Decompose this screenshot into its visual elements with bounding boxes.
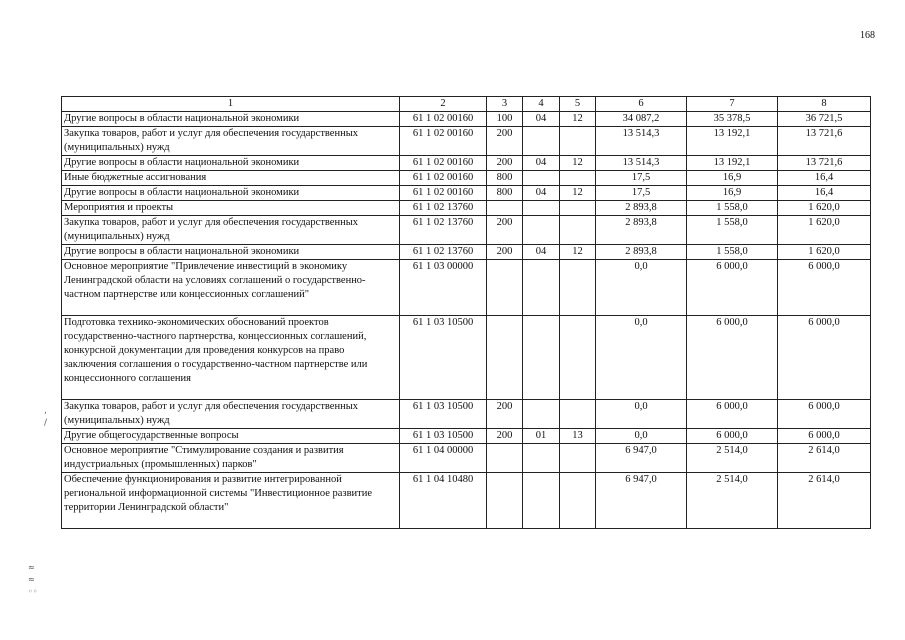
cell-v6: 2 893,8 [596,201,687,216]
cell-rz: 04 [523,112,560,127]
table-row [62,156,871,171]
cell-v8: 2 614,0 [778,444,871,473]
table-row [62,316,871,400]
cell-v8: 6 000,0 [778,316,871,400]
cell-name: Иные бюджетные ассигнования [62,171,400,186]
cell-code: 61 1 02 00160 [400,127,487,156]
cell-pr [560,127,596,156]
cell-v8: 13 721,6 [778,127,871,156]
table-row [62,400,871,429]
table-row [62,216,871,245]
cell-vr: 200 [487,156,523,171]
cell-pr [560,216,596,245]
cell-rz [523,201,560,216]
cell-vr [487,201,523,216]
cell-pr [560,316,596,400]
cell-rz [523,216,560,245]
cell-v7: 2 514,0 [687,473,778,529]
cell-v7: 16,9 [687,171,778,186]
cell-vr: 200 [487,127,523,156]
scan-margin-marks: ≈ ≈ ◦◦ [28,563,38,596]
cell-v8: 6 000,0 [778,400,871,429]
cell-v8: 36 721,5 [778,112,871,127]
cell-name: Подготовка технико-экономических обоснований проектов государственно-частного партнерства, концессионных соглашений, конкурсной документации для проведения конкурсов на право заключения соглашения о государственно-частном партнерстве или концессионного соглашения [62,316,400,400]
cell-name: Другие вопросы в области национальной экономики [62,186,400,201]
cell-v6: 0,0 [596,260,687,316]
table-row [62,201,871,216]
cell-v6: 6 947,0 [596,473,687,529]
cell-pr [560,400,596,429]
cell-v7: 13 192,1 [687,127,778,156]
page-number: 168 [860,30,875,41]
cell-rz [523,171,560,186]
cell-code: 61 1 04 00000 [400,444,487,473]
cell-pr: 12 [560,245,596,260]
cell-pr: 12 [560,156,596,171]
cell-vr [487,473,523,529]
cell-pr [560,171,596,186]
cell-pr: 12 [560,186,596,201]
table-row [62,127,871,156]
cell-v6: 0,0 [596,316,687,400]
cell-name: Закупка товаров, работ и услуг для обеспечения государственных (муниципальных) нужд [62,400,400,429]
cell-code: 61 1 03 10500 [400,429,487,444]
cell-v6: 17,5 [596,171,687,186]
budget-table [61,96,871,529]
header-cell: 3 [487,97,523,112]
table-row [62,112,871,127]
table-row [62,186,871,201]
cell-rz [523,260,560,316]
cell-v8: 6 000,0 [778,429,871,444]
header-cell: 8 [778,97,871,112]
cell-v8: 16,4 [778,171,871,186]
cell-v6: 2 893,8 [596,245,687,260]
cell-v8: 1 620,0 [778,201,871,216]
cell-pr: 13 [560,429,596,444]
header-cell: 2 [400,97,487,112]
cell-v7: 2 514,0 [687,444,778,473]
cell-code: 61 1 02 00160 [400,186,487,201]
cell-code: 61 1 02 00160 [400,112,487,127]
cell-rz [523,473,560,529]
cell-rz: 04 [523,156,560,171]
cell-v8: 6 000,0 [778,260,871,316]
cell-name: Другие вопросы в области национальной экономики [62,156,400,171]
cell-v6: 0,0 [596,400,687,429]
cell-code: 61 1 03 00000 [400,260,487,316]
cell-v6: 13 514,3 [596,127,687,156]
header-cell: 4 [523,97,560,112]
cell-v7: 6 000,0 [687,429,778,444]
cell-v8: 1 620,0 [778,245,871,260]
cell-name: Другие общегосударственные вопросы [62,429,400,444]
cell-code: 61 1 02 00160 [400,171,487,186]
header-cell: 5 [560,97,596,112]
scan-mark: / [44,418,48,428]
cell-vr: 800 [487,171,523,186]
header-row [62,97,871,112]
cell-rz: 04 [523,186,560,201]
cell-rz [523,400,560,429]
cell-pr [560,260,596,316]
cell-pr [560,201,596,216]
cell-name: Другие вопросы в области национальной экономики [62,112,400,127]
cell-name: Обеспечение функционирования и развитие интегрированной региональной информационной системы "Инвестиционное развитие территории Ленинградской области" [62,473,400,529]
cell-vr: 200 [487,400,523,429]
cell-rz [523,444,560,473]
cell-rz [523,316,560,400]
cell-rz: 04 [523,245,560,260]
cell-v8: 16,4 [778,186,871,201]
cell-name: Закупка товаров, работ и услуг для обеспечения государственных (муниципальных) нужд [62,127,400,156]
cell-v7: 35 378,5 [687,112,778,127]
cell-v7: 13 192,1 [687,156,778,171]
header-cell: 1 [62,97,400,112]
cell-pr [560,473,596,529]
cell-v7: 1 558,0 [687,216,778,245]
cell-rz: 01 [523,429,560,444]
cell-v7: 6 000,0 [687,316,778,400]
cell-name: Другие вопросы в области национальной экономики [62,245,400,260]
cell-code: 61 1 02 13760 [400,245,487,260]
cell-v7: 16,9 [687,186,778,201]
cell-v6: 13 514,3 [596,156,687,171]
cell-name: Основное мероприятие "Стимулирование создания и развития индустриальных (промышленных) парков" [62,444,400,473]
cell-v7: 6 000,0 [687,400,778,429]
cell-v7: 1 558,0 [687,201,778,216]
cell-v6: 6 947,0 [596,444,687,473]
cell-v7: 1 558,0 [687,245,778,260]
cell-v6: 17,5 [596,186,687,201]
cell-vr [487,260,523,316]
table-row [62,473,871,529]
scan-mark: , [44,406,47,416]
table-row [62,245,871,260]
table-row [62,444,871,473]
cell-rz [523,127,560,156]
cell-v7: 6 000,0 [687,260,778,316]
cell-vr: 200 [487,216,523,245]
cell-code: 61 1 02 00160 [400,156,487,171]
cell-v8: 13 721,6 [778,156,871,171]
cell-code: 61 1 04 10480 [400,473,487,529]
cell-code: 61 1 03 10500 [400,316,487,400]
cell-vr: 200 [487,245,523,260]
cell-v6: 2 893,8 [596,216,687,245]
table-body [62,97,871,529]
cell-vr: 100 [487,112,523,127]
cell-vr: 200 [487,429,523,444]
cell-pr: 12 [560,112,596,127]
cell-v8: 1 620,0 [778,216,871,245]
cell-vr: 800 [487,186,523,201]
cell-code: 61 1 02 13760 [400,216,487,245]
table-row [62,171,871,186]
table-row [62,429,871,444]
table-row [62,260,871,316]
cell-code: 61 1 03 10500 [400,400,487,429]
cell-name: Основное мероприятие "Привлечение инвестиций в экономику Ленинградской области на условиях соглашений о государственно-частном партнерстве или концессионных соглашений" [62,260,400,316]
cell-vr [487,316,523,400]
cell-code: 61 1 02 13760 [400,201,487,216]
cell-name: Закупка товаров, работ и услуг для обеспечения государственных (муниципальных) нужд [62,216,400,245]
cell-pr [560,444,596,473]
cell-v6: 34 087,2 [596,112,687,127]
cell-vr [487,444,523,473]
cell-v6: 0,0 [596,429,687,444]
cell-name: Мероприятия и проекты [62,201,400,216]
header-cell: 7 [687,97,778,112]
cell-v8: 2 614,0 [778,473,871,529]
header-cell: 6 [596,97,687,112]
